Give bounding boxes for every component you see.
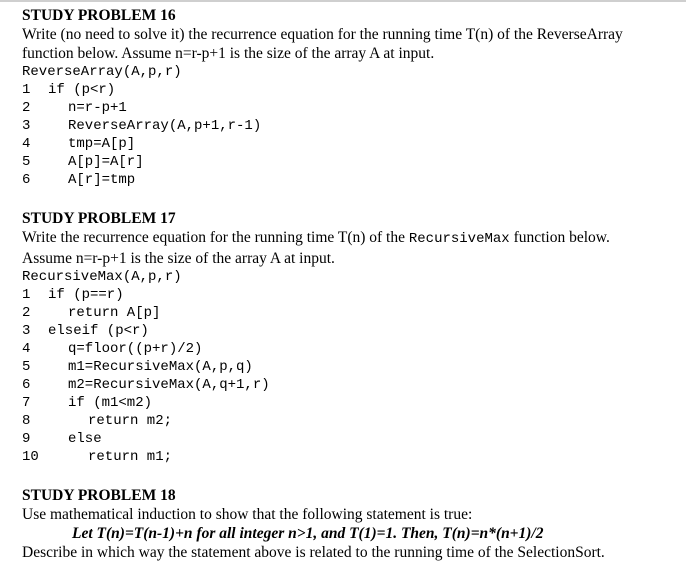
code-text: m2=RecursiveMax(A,q+1,r): [68, 377, 270, 393]
problem-18-title: STUDY PROBLEM 18: [22, 487, 176, 504]
study-problem-17: [22, 209, 682, 466]
code-text: return m1;: [88, 449, 173, 465]
description-text: Write the recurrence equation for the running time T(n) of the: [22, 229, 409, 246]
line-number: 1: [22, 287, 31, 303]
document-page: [22, 6, 682, 562]
code-line: [22, 322, 682, 340]
code-text: A[r]=tmp: [68, 172, 136, 188]
line-number: 5: [22, 359, 31, 375]
code-line: [22, 394, 682, 412]
code-text: ReverseArray(A,p+1,r-1): [68, 118, 262, 134]
line-number: 6: [22, 377, 31, 393]
code-line: [22, 412, 682, 430]
problem-17-description-line-1: [22, 228, 682, 249]
code-line: [22, 340, 682, 358]
problem-16-code-block: [22, 81, 682, 189]
line-number: 7: [22, 395, 31, 411]
code-line: [22, 286, 682, 304]
line-number: 1: [22, 82, 31, 98]
code-text: q=floor((p+r)/2): [68, 341, 203, 357]
code-line: [22, 135, 682, 153]
section-spacer: [22, 189, 682, 209]
problem-18-description-line-2: Describe in which way the statement above is related to the running time of the SelectionSort.: [22, 544, 605, 561]
code-text: A[p]=A[r]: [68, 154, 144, 170]
problem-17-title: STUDY PROBLEM 17: [22, 210, 176, 227]
code-text: tmp=A[p]: [68, 136, 136, 152]
code-text: m1=RecursiveMax(A,p,q): [68, 359, 253, 375]
code-line: [22, 304, 682, 322]
code-text: if (p<r): [48, 82, 116, 98]
line-number: 8: [22, 413, 31, 429]
problem-17-code-block: [22, 286, 682, 466]
code-line: [22, 376, 682, 394]
line-number: 3: [22, 118, 31, 134]
problem-18-description-line-1: Use mathematical induction to show that the following statement is true:: [22, 506, 473, 523]
line-number: 4: [22, 341, 31, 357]
code-text: if (m1<m2): [68, 395, 153, 411]
line-number: 2: [22, 305, 31, 321]
code-text: return A[p]: [68, 305, 161, 321]
code-line: [22, 81, 682, 99]
code-line: [22, 153, 682, 171]
problem-16-code-signature: ReverseArray(A,p,r): [22, 64, 182, 80]
problem-17-code-signature: RecursiveMax(A,p,r): [22, 269, 182, 285]
code-line: [22, 171, 682, 189]
line-number: 10: [22, 449, 39, 465]
study-problem-16: [22, 6, 682, 189]
problem-16-title: STUDY PROBLEM 16: [22, 7, 176, 24]
line-number: 4: [22, 136, 31, 152]
problem-18-statement: Let T(n)=T(n-1)+n for all integer n>1, and T(1)=1. Then, T(n)=n*(n+1)/2: [72, 525, 544, 542]
code-text: return m2;: [88, 413, 173, 429]
code-line: [22, 430, 682, 448]
code-text: n=r-p+1: [68, 100, 127, 116]
top-border: [0, 0, 686, 2]
code-line: [22, 448, 682, 466]
code-text: elseif (p<r): [48, 323, 149, 339]
study-problem-18: [22, 486, 682, 562]
problem-16-description-line-2: function below. Assume n=r-p+1 is the size of the array A at input.: [22, 45, 435, 62]
code-text: if (p==r): [48, 287, 124, 303]
section-spacer: [22, 466, 682, 486]
code-text: else: [68, 431, 102, 447]
function-name: RecursiveMax: [408, 231, 510, 247]
problem-16-description-line-1: Write (no need to solve it) the recurrence equation for the running time T(n) of the ReverseArray: [22, 26, 623, 43]
code-line: [22, 99, 682, 117]
line-number: 5: [22, 154, 31, 170]
description-text: function below.: [509, 229, 610, 246]
line-number: 6: [22, 172, 31, 188]
line-number: 3: [22, 323, 31, 339]
line-number: 2: [22, 100, 31, 116]
problem-17-description-line-2: Assume n=r-p+1 is the size of the array A at input.: [22, 250, 335, 267]
code-line: [22, 358, 682, 376]
code-line: [22, 117, 682, 135]
line-number: 9: [22, 431, 31, 447]
